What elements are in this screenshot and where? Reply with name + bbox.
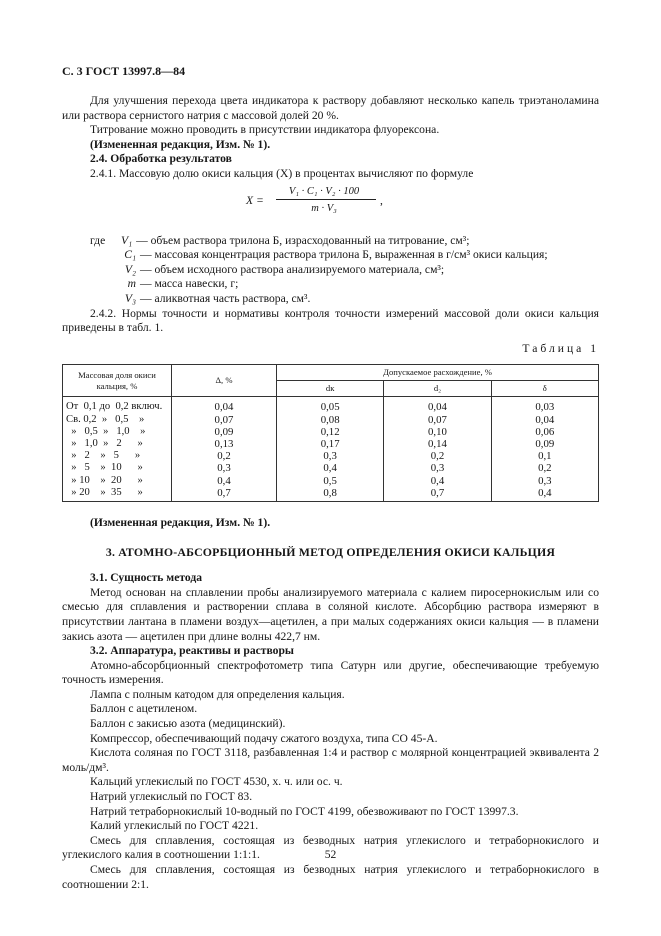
list-item: Смесь для сплавления, состоящая из безводных натрия углекислого и тетраборнокислого в соотношении 2:1. [62, 863, 599, 891]
list-item: Смесь для сплавления, состоящая из безводных натрия углекислого и тетраборнокислого и углекислого калия в соотношении 1:1:1. [62, 833, 599, 862]
cell-small-delta: 0,03 [491, 397, 598, 414]
definition-symbol: V₁ [121, 233, 133, 247]
cell-delta: 0,4 [172, 475, 277, 487]
formula-denominator: m · V₃ [311, 202, 337, 214]
section-heading-2-4: 2.4. Обработка результатов [90, 152, 232, 166]
cell-small-delta: 0,3 [491, 475, 598, 487]
formula-lhs: X = [246, 193, 264, 207]
cell-delta: 0,04 [172, 397, 277, 414]
table-row [63, 462, 599, 474]
definition-item [90, 263, 599, 278]
col-header-delta: Δ, % [172, 365, 277, 397]
cell-dk: 0,17 [277, 438, 384, 450]
cell-small-delta: 0,2 [491, 462, 598, 474]
cell-delta: 0,3 [172, 462, 277, 474]
definition-text: — объем исходного раствора анализируемого материала, см³; [140, 262, 445, 276]
cell-range: » 5 » 10 » [63, 462, 172, 474]
definition-symbol: C₁ [124, 248, 136, 262]
cell-d2: 0,7 [384, 487, 491, 502]
cell-range: » 0,5 » 1,0 » [63, 426, 172, 438]
list-item: Натрий тетраборнокислый 10-водный по ГОСТ 4199, обезвоживают по ГОСТ 13997.3. [90, 804, 519, 818]
cell-dk: 0,5 [277, 475, 384, 487]
table-caption: Таблица 1 [522, 341, 599, 355]
cell-range: От 0,1 до 0,2 включ. [63, 397, 172, 414]
definition-symbol: V₃ [124, 291, 136, 305]
page-body [62, 94, 599, 892]
cell-dk: 0,08 [277, 414, 384, 426]
definition-symbol: m [127, 277, 136, 291]
edit-note: (Измененная редакция, Изм. № 1). [90, 137, 271, 151]
list-item: Кислота соляная по ГОСТ 3118, разбавленная 1:4 и раствор с молярной концентрацией эквивалента 2 моль/дм³. [62, 746, 599, 774]
accuracy-table [62, 364, 599, 502]
cell-d2: 0,10 [384, 426, 491, 438]
definition-text: — аликвотная часть раствора, см³. [140, 291, 311, 305]
table-row [63, 438, 599, 450]
cell-d2: 0,4 [384, 475, 491, 487]
section-heading-3-1: 3.1. Сущность метода [90, 571, 203, 585]
col-header-dk: dк [277, 381, 384, 397]
definition-text: — объем раствора трилона Б, израсходованный на титрование, см³; [136, 233, 470, 247]
list-item: Кальций углекислый по ГОСТ 4530, х. ч. или ос. ч. [90, 775, 343, 789]
col-header-d2: d₂ [384, 381, 491, 397]
definitions [90, 234, 599, 307]
formula-numerator: V₁ · C₁ · V₂ · 100 [288, 185, 360, 197]
cell-small-delta: 0,04 [491, 414, 598, 426]
cell-dk: 0,8 [277, 487, 384, 502]
cell-range: Св. 0,2 » 0,5 » [63, 414, 172, 426]
table-row [63, 475, 599, 487]
cell-d2: 0,2 [384, 450, 491, 462]
cell-delta: 0,7 [172, 487, 277, 502]
list-item: Атомно-абсорбционный спектрофотометр типа Сатурн или другие, обеспечивающие требуемую точность измерения. [62, 658, 599, 687]
page-header: С. 3 ГОСТ 13997.8—84 [62, 64, 186, 78]
cell-range: » 20 » 35 » [63, 487, 172, 502]
cell-dk: 0,3 [277, 450, 384, 462]
paragraph-3-1: Метод основан на сплавлении пробы анализируемого материала с калием пиросернокислым или со смесью для сплавления и растворении сплава в соляной кислоте. Абсорбцию раствора измеряют в присутствии лантана в пламени воздух—ацетилен, а при малых содержаниях окиси кальция — в пламени закись азота — ацетилен при длине волны 422,7 нм. [62, 585, 599, 643]
cell-delta: 0,09 [172, 426, 277, 438]
cell-delta: 0,07 [172, 414, 277, 426]
cell-small-delta: 0,06 [491, 426, 598, 438]
table-row [63, 397, 599, 414]
definition-item [90, 248, 599, 263]
cell-delta: 0,2 [172, 450, 277, 462]
paragraph-2-4-2: 2.4.2. Нормы точности и нормативы контроля точности измерений массовой доли окиси кальция приведены в табл. 1. [62, 306, 599, 335]
cell-dk: 0,4 [277, 462, 384, 474]
definition-text: — массовая концентрация раствора трилона Б, выраженная в г/см³ окиси кальция; [140, 248, 548, 262]
cell-dk: 0,05 [277, 397, 384, 414]
paragraph: Титрование можно проводить в присутствии индикатора флуорексона. [90, 123, 440, 137]
cell-range: » 2 » 5 » [63, 450, 172, 462]
list-item: Баллон с закисью азота (медицинский). [90, 717, 286, 731]
list-item: Баллон с ацетиленом. [90, 702, 198, 716]
section-3-title: 3. АТОМНО-АБСОРБЦИОННЫЙ МЕТОД ОПРЕДЕЛЕНИЯ ОКИСИ КАЛЬЦИЯ [105, 544, 556, 559]
cell-d2: 0,07 [384, 414, 491, 426]
list-item: Калий углекислый по ГОСТ 4221. [90, 819, 259, 833]
definition-item [90, 234, 599, 249]
cell-small-delta: 0,4 [491, 487, 598, 502]
cell-delta: 0,13 [172, 438, 277, 450]
table-row [63, 414, 599, 426]
cell-d2: 0,3 [384, 462, 491, 474]
section-heading-3-2: 3.2. Аппаратура, реактивы и растворы [90, 644, 294, 658]
page-number: 52 [324, 848, 337, 861]
fraction-bar [276, 199, 376, 200]
formula-comma: , [380, 193, 383, 207]
list-item: Компрессор, обеспечивающий подачу сжатого воздуха, типа СО 45-А. [90, 731, 438, 745]
edit-note: (Измененная редакция, Изм. № 1). [90, 515, 271, 529]
paragraph: Для улучшения перехода цвета индикатора к раствору добавляют несколько капель триэтаноламина или раствора сернистого натрия с массовой долей 20 %. [62, 94, 599, 122]
where-label: где [90, 233, 106, 247]
col-header-mass-fraction: Массовая доля окиси кальция, % [63, 365, 172, 397]
table-row [63, 450, 599, 462]
formula [62, 186, 599, 230]
table-row [63, 426, 599, 438]
cell-small-delta: 0,1 [491, 450, 598, 462]
list-item: Лампа с полным катодом для определения кальция. [90, 687, 345, 701]
definition-symbol: V₂ [124, 262, 136, 276]
definition-item [90, 277, 599, 292]
list-item: Натрий углекислый по ГОСТ 83. [90, 790, 253, 804]
cell-range: » 10 » 20 » [63, 475, 172, 487]
col-header-small-delta: δ [491, 381, 598, 397]
paragraph-2-4-1: 2.4.1. Массовую долю окиси кальция (X) в процентах вычисляют по формуле [90, 166, 474, 180]
cell-range: » 1,0 » 2 » [63, 438, 172, 450]
definition-item [90, 292, 599, 307]
cell-d2: 0,14 [384, 438, 491, 450]
cell-d2: 0,04 [384, 397, 491, 414]
table-row [63, 487, 599, 502]
cell-dk: 0,12 [277, 426, 384, 438]
definition-text: — масса навески, г; [140, 277, 239, 291]
cell-small-delta: 0,09 [491, 438, 598, 450]
col-header-group: Допускаемое расхождение, % [277, 365, 599, 381]
